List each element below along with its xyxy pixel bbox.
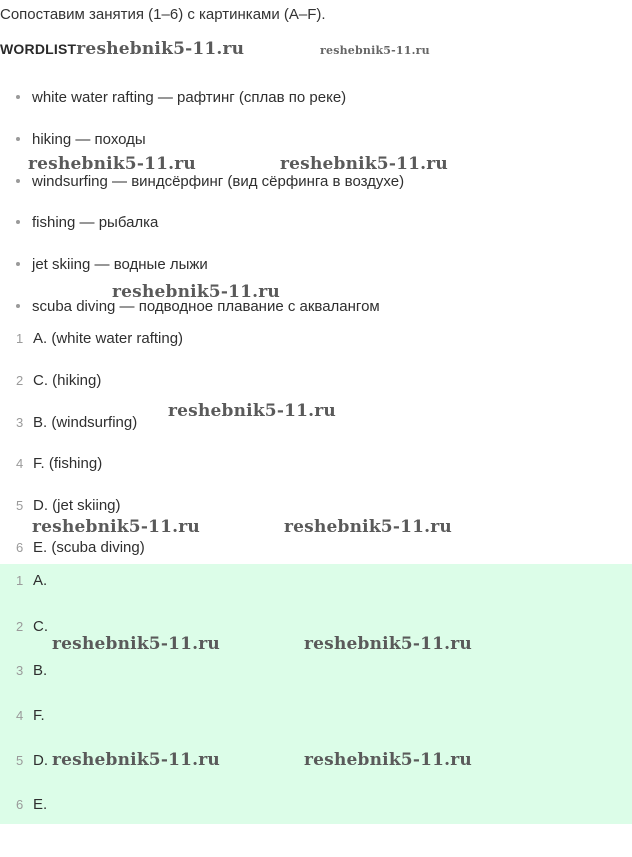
match-item — [16, 455, 102, 472]
item-number: 6 — [16, 797, 24, 812]
match-text: A. (white water rafting) — [33, 330, 184, 347]
vocabulary-item: jet skiing — водные лыжи — [32, 256, 208, 273]
answer-text: B. — [33, 662, 48, 679]
list-item — [16, 256, 208, 273]
item-number: 1 — [16, 573, 24, 588]
match-item — [16, 414, 137, 431]
answer-item — [16, 618, 48, 635]
answer-text: A. — [33, 572, 48, 589]
watermark: reshebnik5-11.ru — [320, 44, 430, 57]
watermark: reshebnik5-11.ru — [112, 282, 280, 302]
answer-text: E. — [33, 796, 48, 813]
watermark: reshebnik5-11.ru — [280, 154, 448, 174]
item-number: 5 — [16, 753, 24, 768]
item-number: 6 — [16, 540, 24, 555]
match-item — [16, 497, 121, 514]
match-text: E. (scuba diving) — [33, 539, 145, 556]
bullet-icon — [16, 179, 20, 183]
item-number: 3 — [16, 415, 24, 430]
match-text: C. (hiking) — [33, 372, 102, 389]
answer-item — [16, 707, 45, 724]
answer-text: D. — [33, 752, 48, 769]
match-text: F. (fishing) — [33, 455, 103, 472]
list-item — [16, 173, 404, 190]
match-text: B. (windsurfing) — [33, 414, 138, 431]
watermark: reshebnik5-11.ru — [52, 634, 220, 654]
vocabulary-item: white water rafting — рафтинг (сплав по реке) — [32, 89, 347, 106]
watermark: reshebnik5-11.ru — [304, 750, 472, 770]
item-number: 2 — [16, 619, 24, 634]
bullet-icon — [16, 137, 20, 141]
vocabulary-item: hiking — походы — [32, 131, 146, 148]
bullet-icon — [16, 304, 20, 308]
match-item — [16, 372, 101, 389]
vocabulary-item: fishing — рыбалка — [32, 214, 159, 231]
watermark: reshebnik5-11.ru — [28, 154, 196, 174]
vocabulary-item: windsurfing — виндсёрфинг (вид сёрфинга в воздухе) — [32, 173, 405, 190]
item-number: 3 — [16, 663, 24, 678]
bullet-icon — [16, 95, 20, 99]
answer-text: F. — [33, 707, 45, 724]
answer-item — [16, 572, 47, 589]
watermark: reshebnik5-11.ru — [168, 401, 336, 421]
bullet-icon — [16, 220, 20, 224]
answer-item — [16, 752, 48, 769]
vocabulary-item: scuba diving — подводное плавание с аквалангом — [32, 298, 380, 315]
watermark: reshebnik5-11.ru — [304, 634, 472, 654]
match-item — [16, 539, 145, 556]
watermark: reshebnik5-11.ru — [52, 750, 220, 770]
wordlist-label: WORDLIST — [0, 41, 77, 57]
bullet-icon — [16, 262, 20, 266]
task-title: Сопоставим занятия (1–6) с картинками (A–F). — [0, 6, 326, 23]
answer-item — [16, 796, 47, 813]
match-item — [16, 330, 183, 347]
list-item — [16, 89, 346, 106]
item-number: 2 — [16, 373, 24, 388]
list-item — [16, 131, 146, 148]
answer-item — [16, 662, 47, 679]
item-number: 4 — [16, 708, 24, 723]
watermark: reshebnik5-11.ru — [284, 517, 452, 537]
answer-text: C. — [33, 618, 48, 635]
watermark: reshebnik5-11.ru — [76, 39, 245, 59]
item-number: 4 — [16, 456, 24, 471]
answer-box — [0, 564, 632, 824]
match-text: D. (jet skiing) — [33, 497, 121, 514]
wordlist-header — [0, 39, 244, 59]
item-number: 5 — [16, 498, 24, 513]
list-item — [16, 214, 158, 231]
item-number: 1 — [16, 331, 24, 346]
watermark: reshebnik5-11.ru — [32, 517, 200, 537]
